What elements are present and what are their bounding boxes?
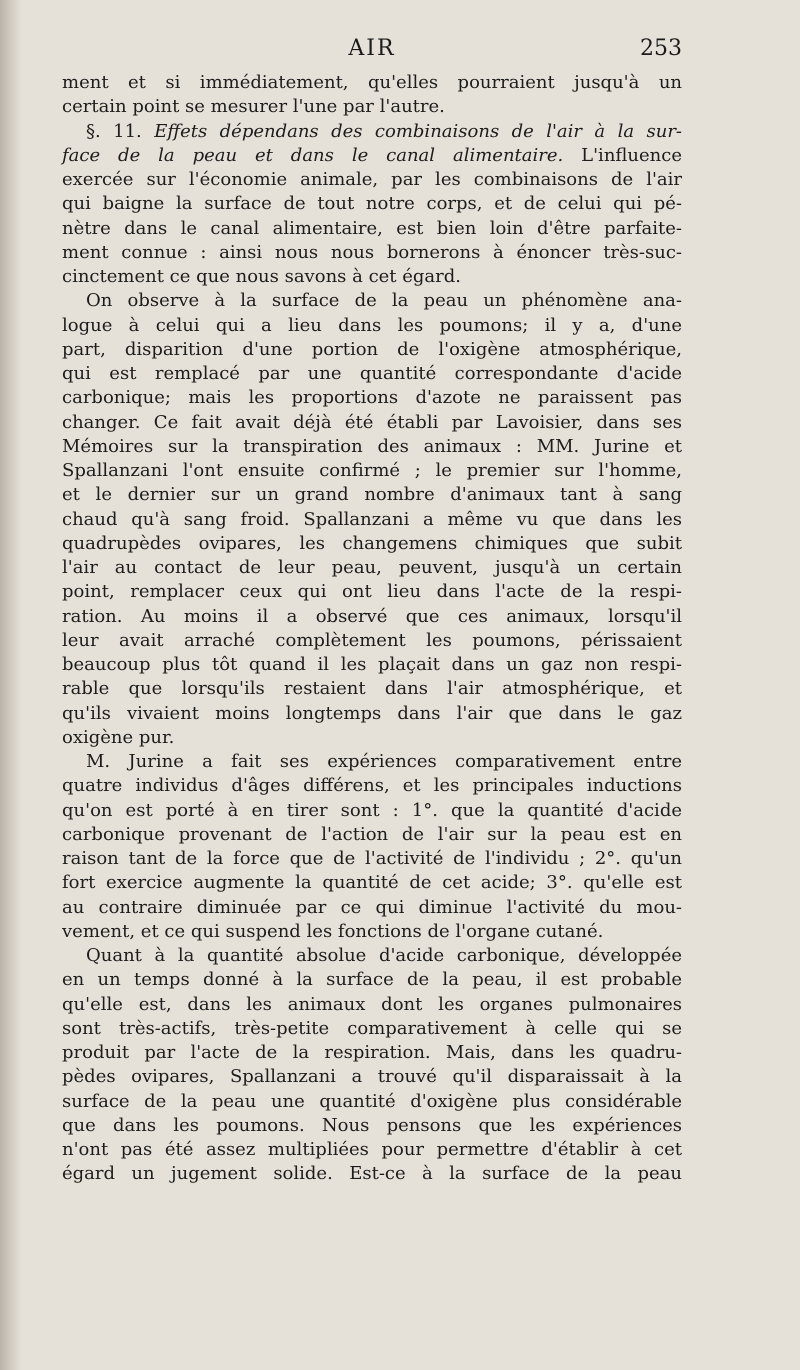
text-line: qui baigne la surface de tout notre corps, et de celui qui pé- <box>62 193 682 215</box>
text-line: l'air au contact de leur peau, peuvent, jusqu'à un certain <box>62 557 682 578</box>
text-line: part, disparition d'une portion de l'oxigène atmosphérique, <box>62 338 682 360</box>
text-line: chaud qu'à sang froid. Spallanzani a même vu que dans les <box>62 508 682 530</box>
text-line: produit par l'acte de la respiration. Mais, dans les quadru- <box>62 1042 682 1063</box>
text-line: carbonique provenant de l'action de l'air sur la peau est en <box>62 823 682 845</box>
text-line: sont très-actifs, très-petite comparativement à celle qui se <box>62 1017 682 1039</box>
page-header <box>62 30 682 70</box>
text-line: carbonique; mais les proportions d'azote ne paraissent pas <box>62 387 682 409</box>
text-line: qui est remplacé par une quantité correspondante d'acide <box>62 363 682 384</box>
text-line: Mémoires sur la transpiration des animaux : MM. Jurine et <box>62 435 682 457</box>
text-line: n'ont pas été assez multipliées pour permettre d'établir à cet <box>62 1139 682 1160</box>
section-heading-italic: face de la peau et dans le canal alimentaire. <box>62 144 564 166</box>
section-heading-italic: Effets dépendans des combinaisons de l'air à la sur- <box>154 120 683 142</box>
text-line: ment connue : ainsi nous nous bornerons à énoncer très-suc- <box>62 241 682 263</box>
text-line: quadrupèdes ovipares, les changemens chimiques que subit <box>62 532 682 554</box>
text-line: M. Jurine a fait ses expériences comparativement entre <box>86 751 682 772</box>
text-line: changer. Ce fait avait déjà été établi par Lavoisier, dans ses <box>62 411 682 433</box>
text-line: pèdes ovipares, Spallanzani a trouvé qu'il disparaissait à la <box>62 1066 682 1088</box>
text-line: qu'ils vivaient moins longtemps dans l'air que dans le gaz <box>62 702 682 724</box>
text-line: qu'elle est, dans les animaux dont les organes pulmonaires <box>62 993 682 1015</box>
text-line: ment et si immédiatement, qu'elles pourraient jusqu'à un <box>62 72 682 93</box>
text-line: et le dernier sur un grand nombre d'animaux tant à sang <box>62 484 682 506</box>
text-line: rable que lorsqu'ils restaient dans l'air atmosphérique, et <box>62 678 682 700</box>
text-line: qu'on est porté à en tirer sont : 1°. que la quantité d'acide <box>62 799 682 821</box>
text-line: raison tant de la force que de l'activité de l'individu ; 2°. qu'un <box>62 848 682 869</box>
text-line: §. 11. Effets dépendans des combinaisons de l'air à la sur- <box>86 120 683 142</box>
text-line: nètre dans le canal alimentaire, est bien loin d'être parfaite- <box>62 217 682 239</box>
text-line: oxigène pur. <box>62 726 175 748</box>
text-line: au contraire diminuée par ce qui diminue l'activité du mou- <box>62 896 682 918</box>
text-line: certain point se mesurer l'une par l'autre. <box>62 96 445 118</box>
text-line: surface de la peau une quantité d'oxigène plus considérable <box>62 1090 682 1112</box>
page-number: 253 <box>640 36 682 61</box>
running-head: AIR <box>348 36 396 61</box>
text-line: On observe à la surface de la peau un phénomène ana- <box>86 290 682 312</box>
text-line: fort exercice augmente la quantité de cet acide; 3°. qu'elle est <box>62 872 682 894</box>
binding-gutter <box>0 0 22 1370</box>
body-text <box>62 71 682 1187</box>
text-line: logue à celui qui a lieu dans les poumons; il y a, d'une <box>62 314 682 336</box>
text-line: vement, et ce qui suspend les fonctions de l'organe cutané. <box>62 920 604 942</box>
text-line: quatre individus d'âges différens, et les principales inductions <box>62 775 682 797</box>
text-line: exercée sur l'économie animale, par les combinaisons de l'air <box>62 169 682 190</box>
text-line: point, remplacer ceux qui ont lieu dans l'acte de la respi- <box>62 581 682 603</box>
text-line: leur avait arraché complètement les poumons, périssaient <box>62 629 682 651</box>
text-line: ration. Au moins il a observé que ces animaux, lorsqu'il <box>62 605 682 627</box>
text-line: cinctement ce que nous savons à cet égard. <box>62 266 462 287</box>
text-line: que dans les poumons. Nous pensons que les expériences <box>62 1114 682 1136</box>
text-line: face de la peau et dans le canal alimentaire. L'influence <box>62 144 682 166</box>
text-line: Quant à la quantité absolue d'acide carbonique, développée <box>86 945 682 966</box>
text-line: égard un jugement solide. Est-ce à la surface de la peau <box>62 1163 682 1185</box>
text-line: Spallanzani l'ont ensuite confirmé ; le premier sur l'homme, <box>62 460 682 481</box>
text-line: en un temps donné à la surface de la peau, il est probable <box>62 969 682 991</box>
text-line: beaucoup plus tôt quand il les plaçait dans un gaz non respi- <box>62 654 682 675</box>
